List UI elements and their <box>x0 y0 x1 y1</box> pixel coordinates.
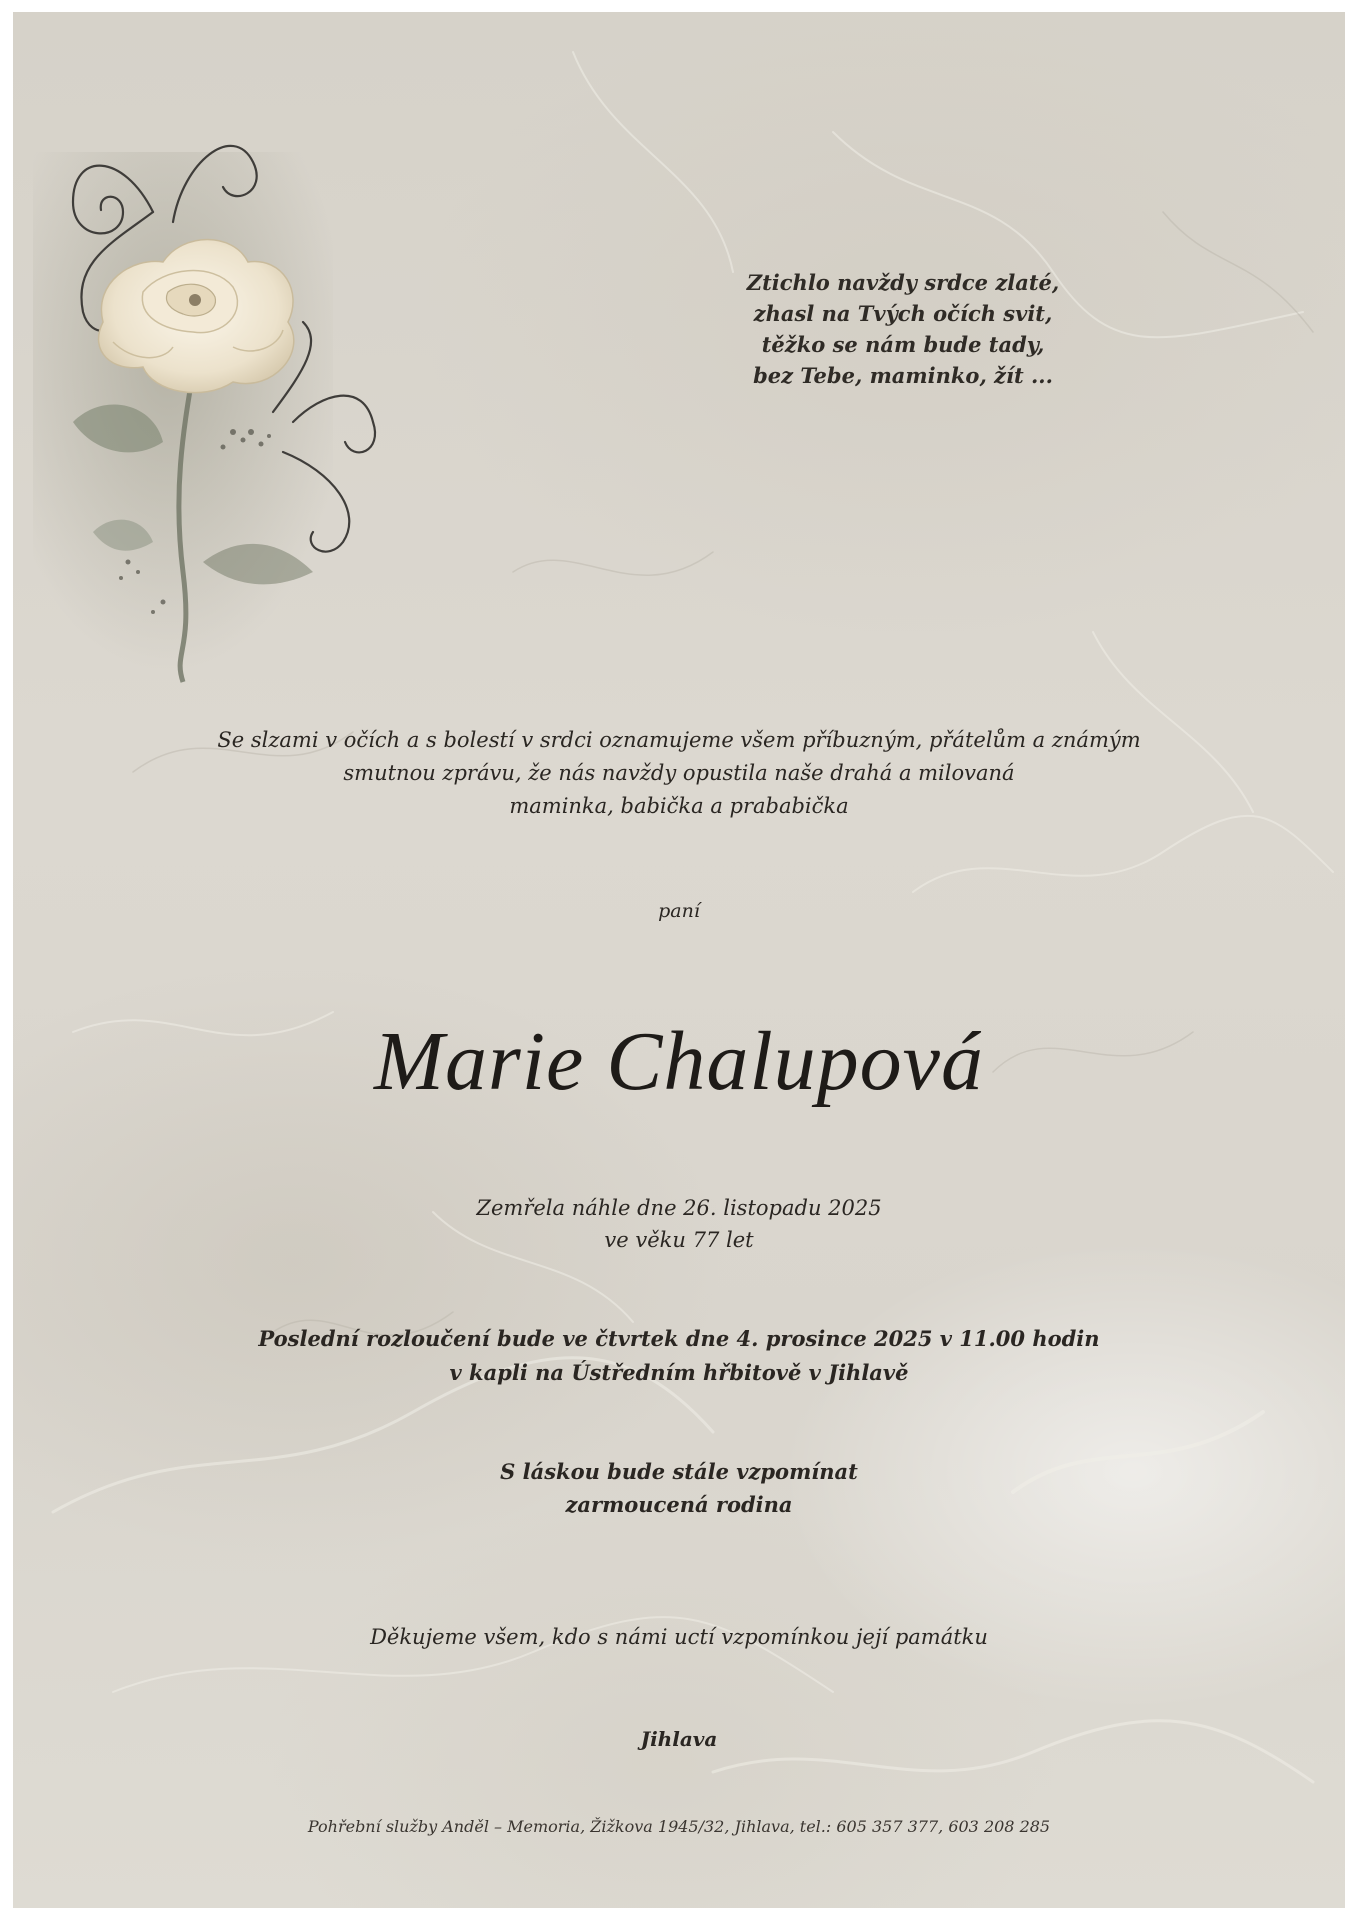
poem <box>713 267 1093 391</box>
remembrance <box>13 1455 1345 1521</box>
announcement-line: maminka, babička a prababička <box>509 794 849 818</box>
honorific: paní <box>658 900 700 922</box>
thanks-note: Děkujeme všem, kdo s námi uctí vzpomínkou její památku <box>370 1625 988 1649</box>
death-info-line: ve věku 77 let <box>604 1228 754 1252</box>
death-info <box>13 1192 1345 1256</box>
remembrance-line: S láskou bude stále vzpomínat <box>500 1459 858 1484</box>
deceased-name: Marie Chalupová <box>374 1015 984 1108</box>
funeral-info <box>13 1322 1345 1390</box>
funeral-info-line: v kapli na Ústředním hřbitově v Jihlavě <box>449 1360 909 1385</box>
announcement-line: Se slzami v očích a s bolestí v srdci oznamujeme všem příbuzným, přátelům a známým <box>217 728 1141 752</box>
death-info-line: Zemřela náhle dne 26. listopadu 2025 <box>476 1196 882 1220</box>
announcement <box>13 724 1345 823</box>
funeral-info-line: Poslední rozloučení bude ve čtvrtek dne 4. prosince 2025 v 11.00 hodin <box>258 1326 1100 1351</box>
city: Jihlava <box>640 1727 718 1751</box>
rose-icon <box>33 92 453 692</box>
announcement-line: smutnou zprávu, že nás navždy opustila naše drahá a milovaná <box>343 761 1015 785</box>
obituary-sheet <box>13 12 1345 1908</box>
poem-line: zhasl na Tvých očích svit, <box>753 301 1053 326</box>
poem-line: Ztichlo navždy srdce zlaté, <box>746 270 1060 295</box>
poem-line: těžko se nám bude tady, <box>761 332 1045 357</box>
funeral-service-footer: Pohřební služby Anděl – Memoria, Žižkova 1945/32, Jihlava, tel.: 605 357 377, 603 208 285 <box>307 1817 1051 1836</box>
poem-line: bez Tebe, maminko, žít ... <box>753 363 1053 388</box>
remembrance-line: zarmoucená rodina <box>565 1492 793 1517</box>
